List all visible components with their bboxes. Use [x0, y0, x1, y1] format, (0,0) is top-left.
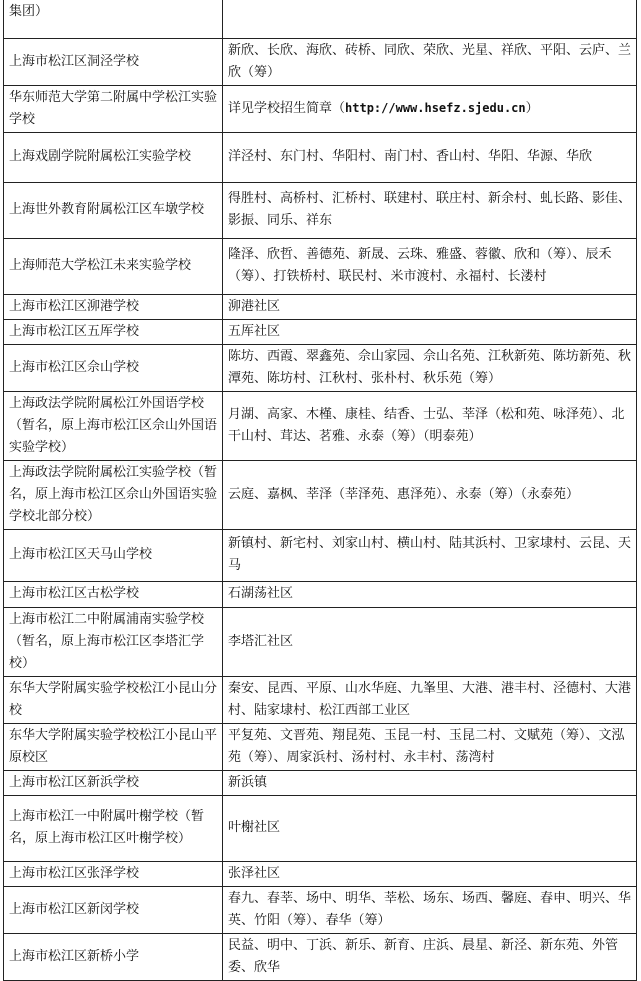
table-row [4, 344, 637, 391]
school-name-cell: 上海市松江一中附属叶榭学校（暂名，原上海市松江区叶榭学校） [4, 795, 223, 861]
area-text-suffix: ） [525, 101, 539, 116]
enrollment-area-cell: 秦安、昆西、平原、山水华庭、九峯里、大港、港丰村、泾德村、大港村、陆家埭村、松江西部工业区 [223, 676, 637, 723]
table-row [4, 933, 637, 980]
enrollment-area-cell: 春九、春莘、场中、明华、莘松、场东、场西、馨庭、春申、明兴、华英、竹阳（筹）、春华（筹） [223, 886, 637, 933]
area-text-prefix: 详见学校招生简章（ [228, 101, 346, 116]
school-district-table [3, 0, 637, 981]
enrollment-area-cell: 月湖、高家、木槿、康桂、结香、士弘、莘泽（松和苑、咏泽苑）、北干山村、茸达、茗雅、永泰（筹）（明泰苑） [223, 391, 637, 460]
table-row [4, 723, 637, 770]
table-row [4, 886, 637, 933]
school-website-link[interactable]: http://www.hsefz.sjedu.cn [345, 101, 526, 115]
enrollment-area-cell: 李塔汇社区 [223, 607, 637, 676]
school-name-cell: 上海戏剧学院附属松江实验学校 [4, 132, 223, 182]
enrollment-area-cell: 隆泽、欣哲、善德苑、新晟、云珠、雅盛、蓉徽、欣和（筹）、辰禾（筹）、打铁桥村、联民村、米市渡村、永福村、长溇村 [223, 238, 637, 294]
enrollment-area-cell: 泖港社区 [223, 294, 637, 319]
table-row [4, 319, 637, 344]
table-row [4, 85, 637, 132]
enrollment-area-cell: 云庭、嘉枫、莘泽（莘泽苑、惠泽苑）、永泰（筹）（永泰苑） [223, 460, 637, 529]
school-name-cell: 上海市松江区新闵学校 [4, 886, 223, 933]
school-name-cell: 上海市松江区泖港学校 [4, 294, 223, 319]
table-row [4, 861, 637, 886]
table-row [4, 0, 637, 38]
table-row [4, 676, 637, 723]
school-name-cell: 上海市松江区张泽学校 [4, 861, 223, 886]
school-name-cell: 集团） [4, 0, 223, 38]
enrollment-area-cell: 叶榭社区 [223, 795, 637, 861]
school-name-cell: 上海市松江区天马山学校 [4, 529, 223, 581]
school-name-cell: 上海市松江区洞泾学校 [4, 38, 223, 85]
table-row [4, 795, 637, 861]
school-name-cell: 上海市松江区新桥小学 [4, 933, 223, 980]
enrollment-area-cell: 新浜镇 [223, 770, 637, 795]
table-row [4, 460, 637, 529]
enrollment-area-cell: 得胜村、高桥村、汇桥村、联建村、联庄村、新余村、虬长路、影佳、影振、同乐、祥东 [223, 182, 637, 238]
school-name-cell: 上海市松江二中附属浦南实验学校（暂名，原上海市松江区李塔汇学校） [4, 607, 223, 676]
table-row [4, 607, 637, 676]
table-row [4, 770, 637, 795]
enrollment-area-cell: 陈坊、西霞、翠鑫苑、佘山家园、佘山名苑、江秋新苑、陈坊新苑、秋潭苑、陈坊村、江秋村、张朴村、秋乐苑（筹） [223, 344, 637, 391]
school-name-cell: 上海市松江区新浜学校 [4, 770, 223, 795]
table-row [4, 182, 637, 238]
school-name-cell: 上海世外教育附属松江区车墩学校 [4, 182, 223, 238]
enrollment-area-cell: 民益、明中、丁浜、新乐、新育、庄浜、晨星、新泾、新东苑、外管委、欣华 [223, 933, 637, 980]
table-row [4, 38, 637, 85]
school-name-cell: 上海市松江区五厍学校 [4, 319, 223, 344]
table-row [4, 391, 637, 460]
table-row [4, 294, 637, 319]
enrollment-area-cell: 张泽社区 [223, 861, 637, 886]
school-name-cell: 上海政法学院附属松江外国语学校（暂名，原上海市松江区佘山外国语实验学校） [4, 391, 223, 460]
school-name-cell: 华东师范大学第二附属中学松江实验学校 [4, 85, 223, 132]
enrollment-area-cell: 石湖荡社区 [223, 581, 637, 607]
enrollment-area-cell: 平复苑、文晋苑、翔昆苑、玉昆一村、玉昆二村、文赋苑（筹）、文泓苑（筹）、周家浜村、汤村村、永丰村、荡湾村 [223, 723, 637, 770]
enrollment-area-cell: 新欣、长欣、海欣、砖桥、同欣、荣欣、光星、祥欣、平阳、云庐、兰欣（筹） [223, 38, 637, 85]
enrollment-area-cell: 洋泾村、东门村、华阳村、南门村、香山村、华阳、华源、华欣 [223, 132, 637, 182]
enrollment-area-cell: 五厍社区 [223, 319, 637, 344]
school-name-cell: 上海政法学院附属松江实验学校（暂名，原上海市松江区佘山外国语实验学校北部分校） [4, 460, 223, 529]
table-row [4, 238, 637, 294]
table-row [4, 581, 637, 607]
school-name-cell: 东华大学附属实验学校松江小昆山分校 [4, 676, 223, 723]
enrollment-area-cell: 新镇村、新宅村、刘家山村、横山村、陆其浜村、卫家埭村、云昆、天马 [223, 529, 637, 581]
school-name-cell: 上海市松江区古松学校 [4, 581, 223, 607]
table-row [4, 529, 637, 581]
table-row [4, 132, 637, 182]
school-name-cell: 上海师范大学松江未来实验学校 [4, 238, 223, 294]
enrollment-area-cell [223, 85, 637, 132]
school-name-cell: 上海市松江区佘山学校 [4, 344, 223, 391]
school-name-cell: 东华大学附属实验学校松江小昆山平原校区 [4, 723, 223, 770]
enrollment-area-cell [223, 0, 637, 38]
